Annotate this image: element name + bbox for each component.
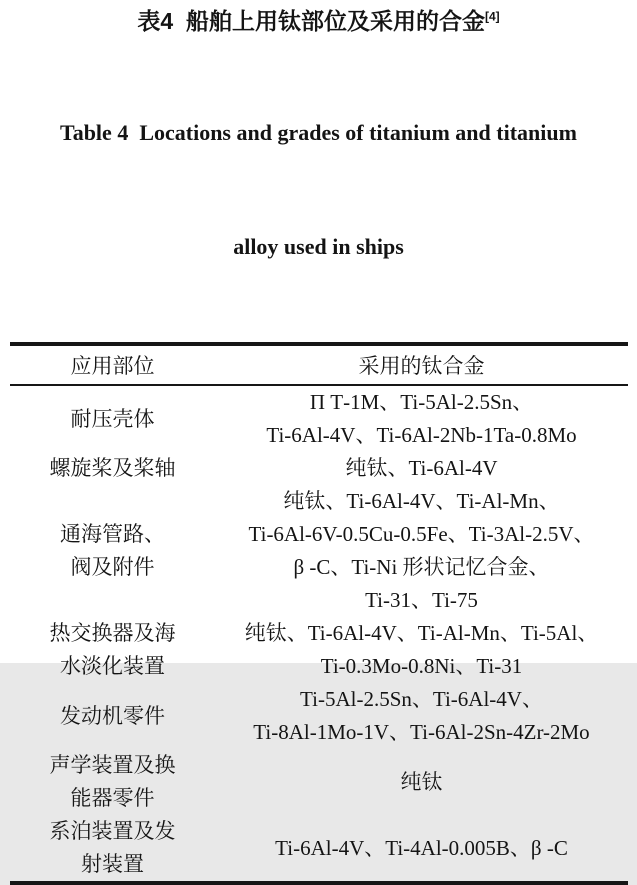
alloy-line: 纯钛、Ti-6Al-4V、Ti-Al-Mn、Ti-5Al、 [244,621,599,645]
location-cell [10,749,215,815]
alloys-cell [215,832,628,865]
table-header-row [10,346,628,386]
location-cell [10,617,215,683]
table-caption-zh-text: 表4 船舶上用钛部位及采用的合金 [137,8,485,34]
alloy-line: Ti-6Al-4V、Ti-4Al-0.005B、β -C [275,835,568,860]
table-caption-en-line2: alloy used in ships [233,234,404,259]
alloy-line: 纯钛、Ti-6Al-4V、Ti-Al-Mn、 [283,489,560,513]
alloys-cell [215,386,628,452]
alloy-line: Ti-0.3Mo-0.8Ni、Ti-31 [320,654,523,678]
reference-marker: [4] [484,9,500,24]
table-row [10,485,628,617]
location-line: 通海管路、 [60,522,165,546]
table-row [10,617,628,683]
location-line: 水淡化装置 [60,654,165,678]
location-line: 螺旋桨及桨轴 [49,456,176,480]
location-cell [10,452,215,485]
table-row [10,749,628,815]
alloys-cell [215,485,628,617]
alloys-cell [215,617,628,683]
location-line: 声学装置及换 [49,753,176,777]
table-caption-zh [0,0,637,35]
alloy-line: Π Т-1M、Ti-5Al-2.5Sn、 [309,390,534,414]
location-line: 系泊装置及发 [49,819,176,843]
table-caption-en [0,38,637,342]
alloy-line: 纯钛、Ti-6Al-4V [345,456,498,480]
alloy-line: Ti-6Al-4V、Ti-6Al-2Nb-1Ta-0.8Mo [266,423,577,447]
alloys-cell [215,452,628,485]
location-line: 射装置 [81,852,144,876]
location-line: 热交换器及海 [49,621,176,645]
column-header-alloys: 采用的钛合金 [358,354,485,378]
table-caption-en-line1: Table 4 Locations and grades of titanium and titanium [60,120,577,145]
table-row [10,683,628,749]
alloy-line: 纯钛 [400,769,443,794]
location-line: 能器零件 [70,786,155,810]
alloy-line: Ti-31、Ti-75 [365,588,478,612]
table-row [10,452,628,485]
titanium-alloy-table [10,342,628,885]
location-cell [10,403,215,436]
alloys-cell [215,766,628,799]
location-line: 阀及附件 [70,555,155,579]
location-cell [10,815,215,881]
location-cell [10,700,215,733]
table-body [10,386,628,881]
alloy-line: Ti-8Al-1Mo-1V、Ti-6Al-2Sn-4Zr-2Mo [253,720,590,744]
alloys-cell [215,683,628,749]
location-line: 耐压壳体 [70,406,155,431]
location-line: 发动机零件 [60,703,165,728]
alloy-line: β -C、Ti-Ni 形状记忆合金、 [293,555,550,579]
column-header-location: 应用部位 [70,354,155,378]
table-row [10,815,628,881]
alloy-line: Ti-6Al-6V-0.5Cu-0.5Fe、Ti-3Al-2.5V、 [248,522,595,546]
table-row [10,386,628,452]
location-cell [10,518,215,584]
alloy-line: Ti-5Al-2.5Sn、Ti-6Al-4V、 [300,687,543,711]
